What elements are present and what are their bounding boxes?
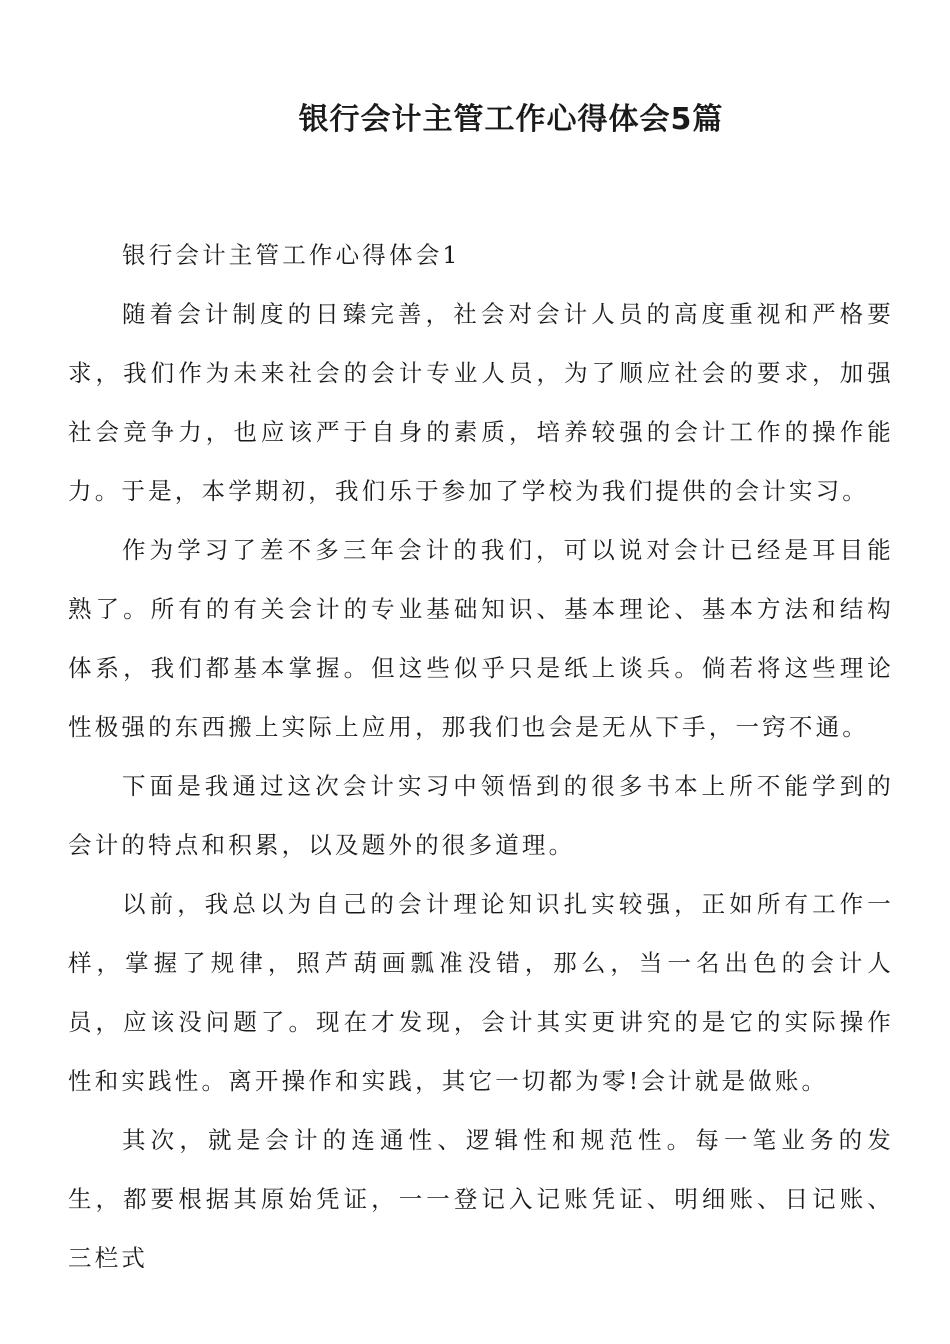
- document-body: [68, 226, 894, 1288]
- body-paragraph-3: 下面是我通过这次会计实习中领悟到的很多书本上所不能学到的会计的特点和积累，以及题外的很多道理。: [68, 772, 894, 859]
- body-paragraph-4: 以前，我总以为自己的会计理论知识扎实较强，正如所有工作一样，掌握了规律，照芦葫画瓢准没错，那么，当一名出色的会计人员，应该没问题了。现在才发现，会计其实更讲究的是它的实际操作性和实践性。离开操作和实践，其它一切都为零!会计就是做账。: [68, 890, 894, 1095]
- document-title: 银行会计主管工作心得体会5篇: [298, 102, 724, 137]
- body-paragraph-5: 其次，就是会计的连通性、逻辑性和规范性。每一笔业务的发生，都要根据其原始凭证，一一登记入记账凭证、明细账、日记账、三栏式: [68, 1126, 894, 1272]
- body-paragraph-1: 随着会计制度的日臻完善，社会对会计人员的高度重视和严格要求，我们作为未来社会的会计专业人员，为了顺应社会的要求，加强社会竞争力，也应该严于自身的素质，培养较强的会计工作的操作能力。于是，本学期初，我们乐于参加了学校为我们提供的会计实习。: [68, 300, 894, 505]
- section-heading: 银行会计主管工作心得体会1: [122, 241, 461, 269]
- body-paragraph-2: 作为学习了差不多三年会计的我们，可以说对会计已经是耳目能熟了。所有的有关会计的专业基础知识、基本理论、基本方法和结构体系，我们都基本掌握。但这些似乎只是纸上谈兵。倘若将这些理论性极强的东西搬上实际上应用，那我们也会是无从下手，一窍不通。: [68, 536, 894, 741]
